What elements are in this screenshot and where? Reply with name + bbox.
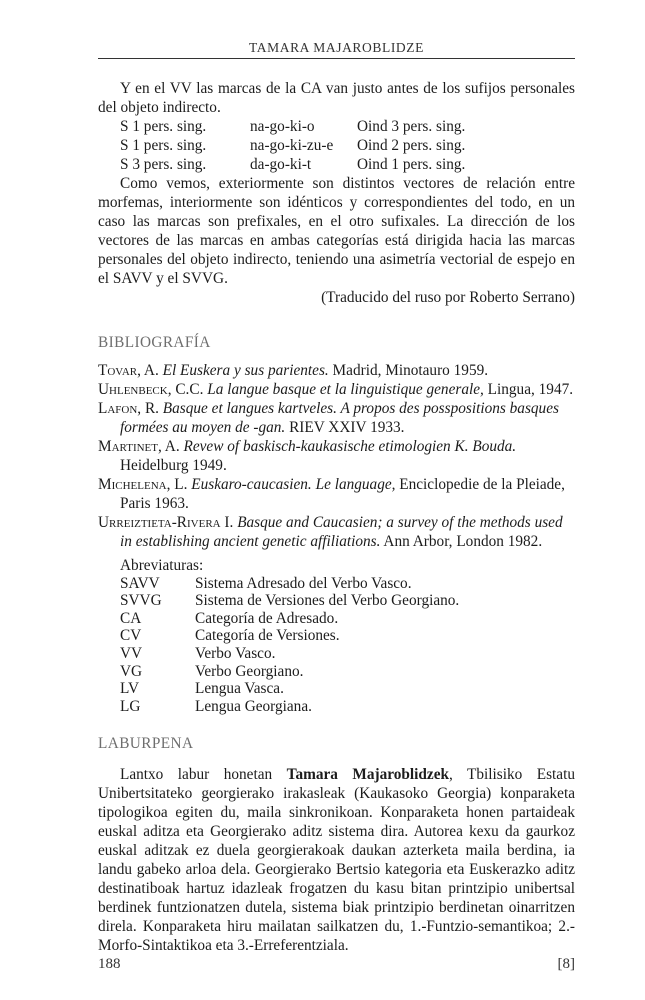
verb-form-cell: na-go-ki-zu-e	[250, 137, 334, 154]
entry-author: Martinet, A.	[98, 438, 180, 455]
summary-author: Tamara Majaroblidzek	[286, 766, 449, 783]
bibliography-entry	[98, 399, 575, 437]
entry-author: Tovar, A.	[98, 362, 159, 379]
bibliography-heading: BIBLIOGRAFÍA	[98, 334, 211, 351]
abbreviation-row	[120, 662, 304, 681]
running-header: TAMARA MAJAROBLIDZE	[249, 40, 424, 55]
main-text	[98, 79, 575, 307]
abbreviation-row	[120, 627, 340, 645]
entry-details: Enciclopedie de la Pleiade, Paris 1963.	[120, 476, 565, 512]
entry-title: Revew of baskisch-kaukasische etimologien K. Bouda.	[183, 438, 517, 455]
abbreviations-list	[120, 557, 460, 715]
conjugation-row	[98, 117, 575, 136]
abbreviation-key: CV	[120, 627, 142, 645]
bibliography-entry	[98, 513, 575, 551]
laburpena-heading: LABURPENA	[98, 735, 194, 752]
abbreviation-key: VG	[120, 662, 143, 680]
abbreviations-heading: Abreviaturas:	[120, 557, 204, 574]
entry-author: Lafon, R.	[98, 400, 159, 417]
summary-lead: Lantxo labur honetan	[120, 766, 287, 783]
abbreviation-key: LV	[120, 680, 139, 698]
summary-body: , Tbilisiko Estatu Unibertsitateko georgierako irakasleak (Kaukasoko Georgia) konparaketa tipologikoa egiten du, maila sinkronikoan. Konparaketa honen partaideak euskal aditza eta Georgierako aditz sistema dira. Autorea kexu da gaurkoz euskal aditzak ez duela georgierakoak daukan azterketa maila berdina, ia landu gabeko arloa dela. Georgierako Bertsio kategoria eta Euskerazko aditz destinatiboak hartuz idazleak frogatzen du kasu bitan printzipio unibertsal berdinek funtzionatzen dutela, sistema biak printzipio berdinetan oinarritzen direla. Konparaketa hiru mailatan sailkatzen du, 1.-Funtzio-semantikoa; 2.-Morfo-Sintaktikoa eta 3.-Erreferentziala.	[98, 766, 575, 954]
entry-details: Heidelburg 1949.	[120, 457, 227, 474]
abbreviation-value: Verbo Vasco.	[195, 644, 276, 662]
intro-paragraph: Y en el VV las marcas de la CA van justo antes de los sufijos personales del objeto indirecto.	[98, 80, 575, 116]
abbreviation-key: CA	[120, 609, 142, 627]
abbreviation-value: Lengua Georgiana.	[195, 697, 312, 715]
entry-title: Basque and Caucasien; a survey of the methods used in establishing ancient genetic affiliations.	[120, 514, 563, 550]
object-cell: Oind 3 pers. sing.	[357, 118, 466, 135]
entry-title: La langue basque et la linguistique generale,	[207, 381, 484, 398]
abbreviation-value: Categoría de Versiones.	[195, 627, 340, 645]
conjugation-row	[98, 155, 575, 174]
entry-title: Basque et langues kartveles. A propos des posspositions basques formées au moyen de -gan.	[120, 400, 559, 436]
abbreviation-row	[120, 644, 276, 663]
translation-note: (Traducido del ruso por Roberto Serrano)	[321, 289, 575, 306]
entry-author: Uhlenbeck, C.C.	[98, 381, 204, 398]
entry-author: Urreiztieta-Rivera I.	[98, 514, 234, 531]
abbreviation-key: SVVG	[120, 592, 162, 610]
subject-cell: S 1 pers. sing.	[120, 118, 207, 135]
abbreviation-key: SAVV	[120, 574, 160, 592]
abbreviation-key: LG	[120, 697, 141, 715]
abbreviation-key: VV	[120, 644, 143, 662]
conjugation-row	[98, 136, 575, 155]
abbreviation-value: Lengua Vasca.	[195, 680, 284, 698]
abbreviation-row	[120, 609, 339, 628]
abbreviation-row	[120, 680, 284, 698]
abbreviation-value: Sistema de Versiones del Verbo Georgiano.	[195, 592, 460, 610]
analysis-paragraph: Como vemos, exteriormente son distintos vectores de relación entre morfemas, interiormente son idénticos y correspondientes del todo, en un caso las marcas son prefixales, en el otro sufixales. La dirección de los vectores de las marcas en ambas categorías está dirigida hacia las marcas personales del objeto indirecto, teniendo una asimetría vectorial de espejo en el SAVV y el SVVG.	[98, 175, 575, 287]
entry-title: Euskaro-caucasien. Le language,	[191, 476, 396, 493]
abbreviation-row	[120, 592, 460, 610]
bibliography-entry	[98, 437, 575, 475]
abbreviation-value: Verbo Georgiano.	[195, 662, 304, 680]
abbreviation-row	[120, 697, 312, 716]
entry-author: Michelena, L.	[98, 476, 188, 493]
subject-cell: S 3 pers. sing.	[120, 156, 207, 173]
entry-details: Ann Arbor, London 1982.	[380, 533, 543, 550]
entry-details: RIEV XXIV 1933.	[285, 419, 405, 436]
abbreviation-row	[120, 574, 412, 593]
page-reference: [8]	[557, 956, 575, 972]
verb-form-cell: na-go-ki-o	[250, 118, 315, 135]
bibliography-entry	[98, 380, 575, 399]
bibliography-list	[98, 361, 575, 551]
object-cell: Oind 1 pers. sing.	[357, 156, 466, 173]
subject-cell: S 1 pers. sing.	[120, 137, 207, 154]
conjugation-table	[98, 117, 575, 174]
verb-form-cell: da-go-ki-t	[250, 156, 312, 173]
bibliography-entry	[98, 361, 575, 380]
object-cell: Oind 2 pers. sing.	[357, 137, 466, 154]
abbreviation-value: Categoría de Adresado.	[195, 609, 339, 627]
entry-details: Lingua, 1947.	[483, 381, 574, 398]
entry-details: Madrid, Minotauro 1959.	[328, 362, 489, 379]
laburpena-section	[98, 765, 575, 955]
page-number: 188	[98, 956, 121, 972]
bibliography-entry	[98, 475, 575, 513]
laburpena-paragraph	[98, 765, 575, 955]
entry-title: El Euskera y sus parientes.	[162, 362, 329, 379]
abbreviation-value: Sistema Adresado del Verbo Vasco.	[195, 574, 412, 592]
header-rule	[98, 58, 575, 59]
